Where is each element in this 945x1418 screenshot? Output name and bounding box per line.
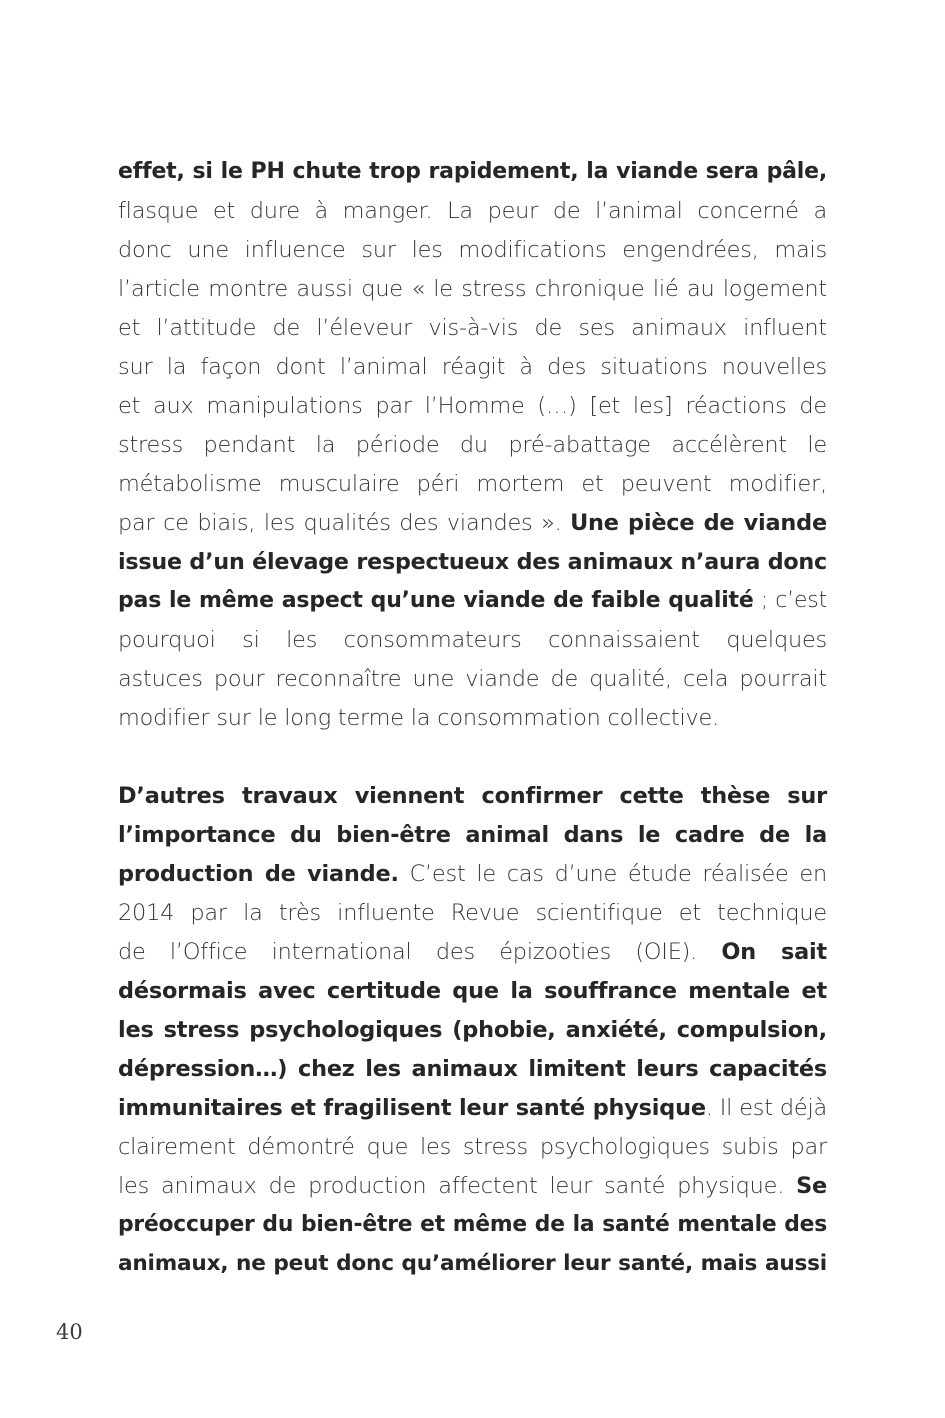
bold-text-run: On sait [721,939,827,965]
bold-text-run: pas le même aspect qu’une viande de faible qualité [118,588,754,613]
text-run: par ce biais, les qualités des viandes ». [118,510,571,536]
text-line [118,581,827,621]
bold-text-run: production de viande. [118,861,399,887]
text-line: D’autres travaux viennent confirmer cette thèse sur [118,783,827,809]
text-line [118,503,827,543]
text-line: issue d’un élevage respectueux des animaux n’aura donc [118,549,827,575]
text-line [118,932,827,972]
text-line: sur la façon dont l’animal réagit à des situations nouvelles [118,354,827,380]
text-line [118,1088,827,1128]
text-line [118,854,827,894]
text-line [118,1166,827,1206]
text-line: animaux, ne peut donc qu’améliorer leur santé, mais aussi [118,1251,827,1276]
text-line: l’article montre aussi que « le stress chronique lié au logement [118,276,827,302]
text-line: astuces pour reconnaître une viande de qualité, cela pourrait [118,666,827,692]
bold-text-run: Une pièce de viande [570,510,827,536]
page-number: 40 [56,1320,83,1344]
text-line: et l’attitude de l’éleveur vis-à-vis de ses animaux influent [118,315,827,341]
text-line: clairement démontré que les stress psychologiques subis par [118,1134,827,1160]
text-line: pourquoi si les consommateurs connaissaient quelques [118,627,827,653]
text-line: préoccuper du bien-être et même de la santé mentale des [118,1212,827,1237]
text-line: et aux manipulations par l’Homme (…) [et les] réactions de [118,393,827,419]
text-line: flasque et dure à manger. La peur de l’animal concerné a [118,198,827,224]
text-line: 2014 par la très influente Revue scientifique et technique [118,900,827,926]
text-run: de l’Office international des épizooties (OIE). [118,939,722,965]
text-run: C’est le cas d’une étude réalisée en [398,861,827,887]
bold-text-run: immunitaires et fragilisent leur santé physique [118,1095,706,1121]
text-line: effet, si le PH chute trop rapidement, la viande sera pâle, [118,159,827,184]
text-line: modifier sur le long terme la consommation collective. [118,705,720,731]
text-line: l’importance du bien-être animal dans le cadre de la [118,822,827,848]
text-line: métabolisme musculaire péri mortem et peuvent modifier, [118,471,827,497]
bold-text-run: Se [796,1173,827,1199]
text-run: . Il est déjà [705,1095,827,1121]
text-line: dépression…) chez les animaux limitent leurs capacités [118,1056,827,1082]
text-line: stress pendant la période du pré-abattage accélèrent le [118,432,827,458]
text-run: les animaux de production affectent leur santé physique. [118,1173,797,1199]
text-line: les stress psychologiques (phobie, anxiété, compulsion, [118,1017,827,1043]
text-run: ; c’est [753,588,827,613]
text-line: désormais avec certitude que la souffrance mentale et [118,978,827,1004]
text-line: donc une influence sur les modifications engendrées, mais [118,237,827,263]
